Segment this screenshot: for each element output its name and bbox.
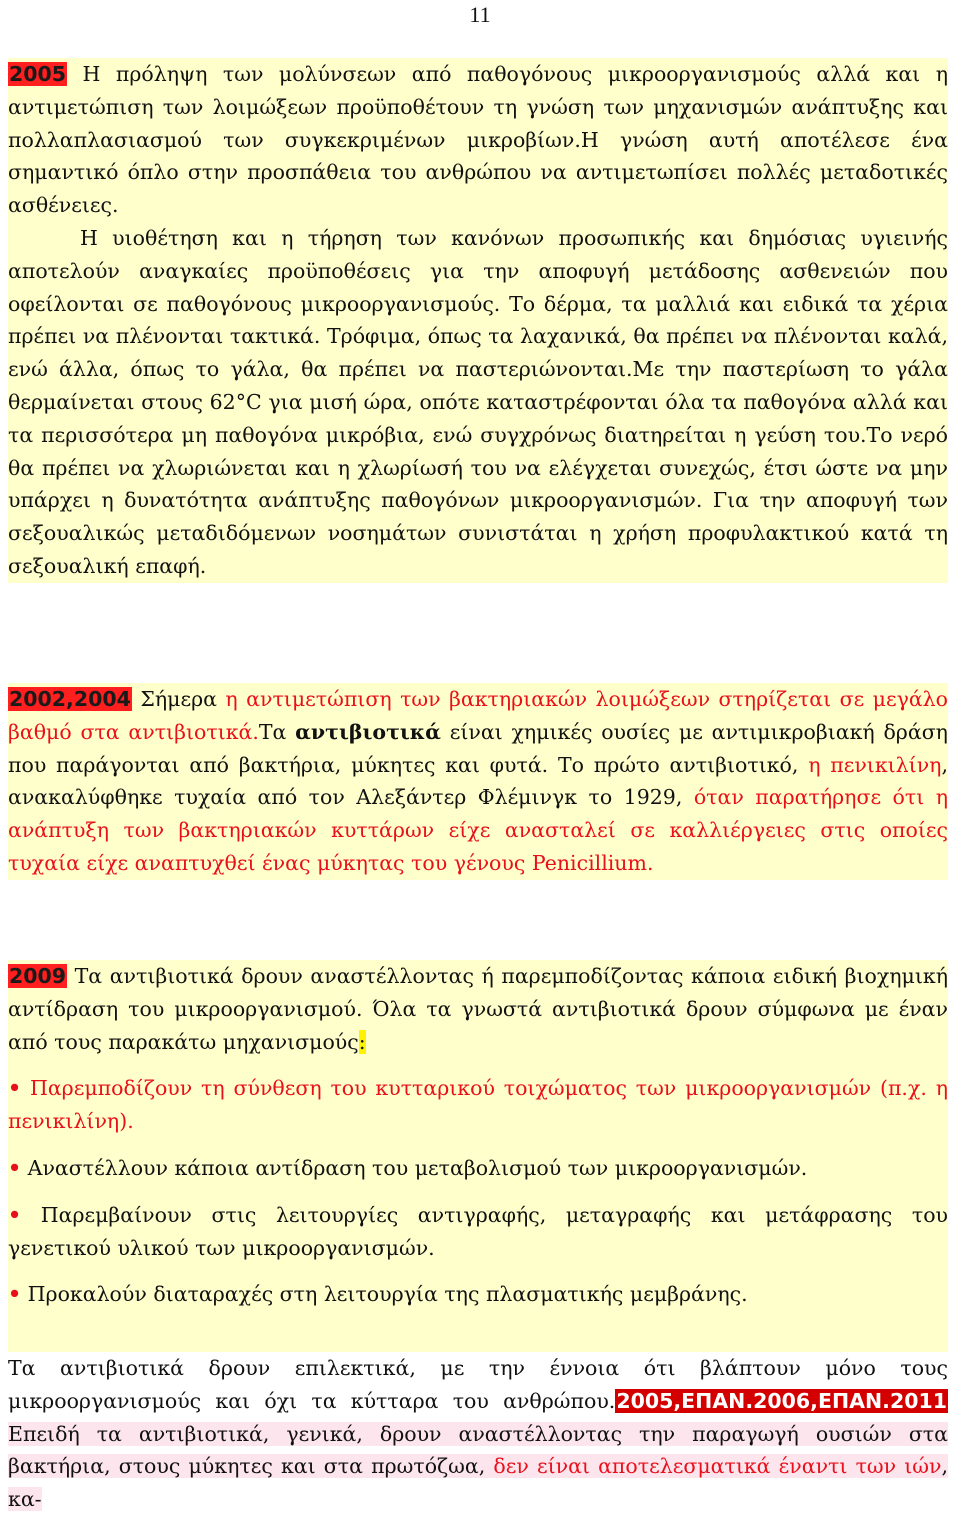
prevention-text: Η πρόληψη των μολύνσεων από παθογόνους μικροοργανισμούς αλλά και η αντιμετώπιση των λοιμώξεων προϋποθέτουν τη γνώση των μηχανισμών ανάπτυξης και πολλαπλασιασμού των συγκεκριμένων μικροβίων.Η γνώση αυτή αποτέλεσε ένα σημαντικό όπλο στην προσπάθεια του ανθρώπου να αντιμετωπίσει πολλές μεταδοτικές ασθένειες. (8, 62, 948, 218)
section-2005 (8, 58, 948, 583)
section-selective-action (8, 1352, 948, 1516)
section-2002-2004 (8, 683, 948, 880)
bullet-text: Παρεμβαίνουν στις λειτουργίες αντιγραφής, μεταγραφής και μετάφρασης του γενετικού υλικού των μικροοργανισμών. (8, 1202, 948, 1260)
viruses-highlight: δεν είναι αποτελεσματικά έναντι των ιών (493, 1454, 942, 1479)
paragraph-mechanisms (8, 960, 948, 1058)
bullet-text: Παρεμποδίζουν τη σύνθεση του κυτταρικού τοιχώματος των μικροοργανισμών (π.χ. η πενικιλίνη). (8, 1076, 948, 1134)
viruses-text-1: Επειδή τα αντιβιοτικά, γενικά, δρουν αναστέλλοντας την παραγωγή ουσιών στα βακτήρια, στους μύκητες και στα πρωτόζωα, (8, 1421, 948, 1479)
exam-year-tag: 2005 (9, 62, 67, 86)
exam-year-tag: 2009 (9, 964, 67, 988)
paragraph-hygiene: Η υιοθέτηση και η τήρηση των κανόνων προσωπικής και δημόσιας υγιεινής αποτελούν αναγκαίες προϋποθέσεις για την αποφυγή μετάδοσης ασθενειών που οφείλονται σε παθογόνους μικροοργανισμούς. Το δέρμα, τα μαλλιά και ειδικά τα χέρια πρέπει να πλένονται τακτικά. Τρόφιμα, όπως τα λαχανικά, θα πρέπει να πλένονται καλά, ενώ άλλα, όπως το γάλα, θα πρέπει να παστεριώνονται.Με την παστερίωση το γάλα θερμαίνεται στους 62°C για μισή ώρα, οπότε καταστρέφονται όλα τα παθογόνα αλλά και τα περισσότερα μη παθογόνα μικρόβια, ενώ συγχρόνως διατηρείται η γεύση του.Το νερό θα πρέπει να χλωριώνεται και η χλωρίωσή του να ελέγχεται συνεχώς, έτσι ώστε να μην υπάρχει η δυνατότητα ανάπτυξης παθογόνων μικροοργανισμών. Για την αποφυγή των σεξουαλικώς μεταδιδόμενων νοσημάτων συνιστάται η χρήση προφυλακτικού κατά τη σεξουαλική επαφή. (8, 225, 948, 578)
bullet-item (8, 1278, 948, 1311)
section-2009 (8, 960, 948, 1360)
exam-year-tag: 2002,2004 (9, 687, 131, 711)
bullet-text: Αναστέλλουν κάποια αντίδραση του μεταβολισμού των μικροοργανισμών. (27, 1155, 808, 1180)
bullet-text: Προκαλούν διαταραχές στη λειτουργία της πλασματικής μεμβράνης. (27, 1282, 748, 1307)
antibiotics-highlight-1: η αντιμετώπιση των βακτηριακών λοιμώξεων στηρίζεται σε μεγάλο βαθμό στα αντιβιοτικά. (8, 687, 949, 744)
bullet-icon: • (8, 1155, 22, 1180)
antibiotics-text-2: Τα (258, 719, 296, 744)
antibiotics-term: αντιβιοτικά (295, 719, 441, 744)
fleming-observation: όταν παρατήρησε ότι η ανάπτυξη των βακτηριακών κυττάρων είχε ανασταλεί σε καλλιέργειες στις οποίες τυχαία είχε αναπτυχθεί ένας μύκητας του γένους Penicillium. (8, 785, 949, 875)
antibiotics-text-1: Σήμερα (131, 687, 226, 711)
bullet-icon: • (8, 1202, 22, 1227)
penicillin-highlight: η πενικιλίνη (808, 752, 942, 777)
paragraph-prevention (8, 58, 948, 222)
page-number: 11 (469, 2, 491, 27)
selective-text: Τα αντιβιοτικά δρουν επιλεκτικά, με την έννοια ότι βλάπτουν μόνο τους μικροοργανισμούς και όχι τα κύτταρα του ανθρώπου. (8, 1356, 948, 1413)
paragraph-selective (8, 1352, 948, 1516)
bullet-icon: • (8, 1282, 22, 1307)
antibiotics-text-4: , ανακαλύφθηκε τυχαία από τον Αλεξάντερ Φλέμινγκ το 1929, (8, 752, 948, 810)
bullet-item (8, 1152, 948, 1185)
mechanisms-text: Τα αντιβιοτικά δρουν αναστέλλοντας ή παρεμποδίζοντας κάποια ειδική βιοχημική αντίδραση του μικροοργανισμού. Όλα τα γνωστά αντιβιοτικά δρουν σύμφωνα με έναν από τους παρακάτω μηχανισμούς (8, 964, 948, 1054)
paragraph-antibiotics (8, 683, 948, 880)
exam-year-tag: 2005,ΕΠΑΝ.2006,ΕΠΑΝ.2011 (616, 1388, 947, 1413)
bullet-item (8, 1072, 948, 1138)
viruses-text-2: , κα- (8, 1454, 948, 1512)
highlighted-colon: : (358, 1029, 366, 1054)
antibiotics-text-3: είναι χημικές ουσίες με αντιμικροβιακή δράση που παράγονται από βακτήρια, μύκητες και φυτά. Το πρώτο αντιβιοτικό, (8, 719, 948, 777)
bullet-icon: • (8, 1076, 22, 1101)
bullet-item (8, 1199, 948, 1265)
